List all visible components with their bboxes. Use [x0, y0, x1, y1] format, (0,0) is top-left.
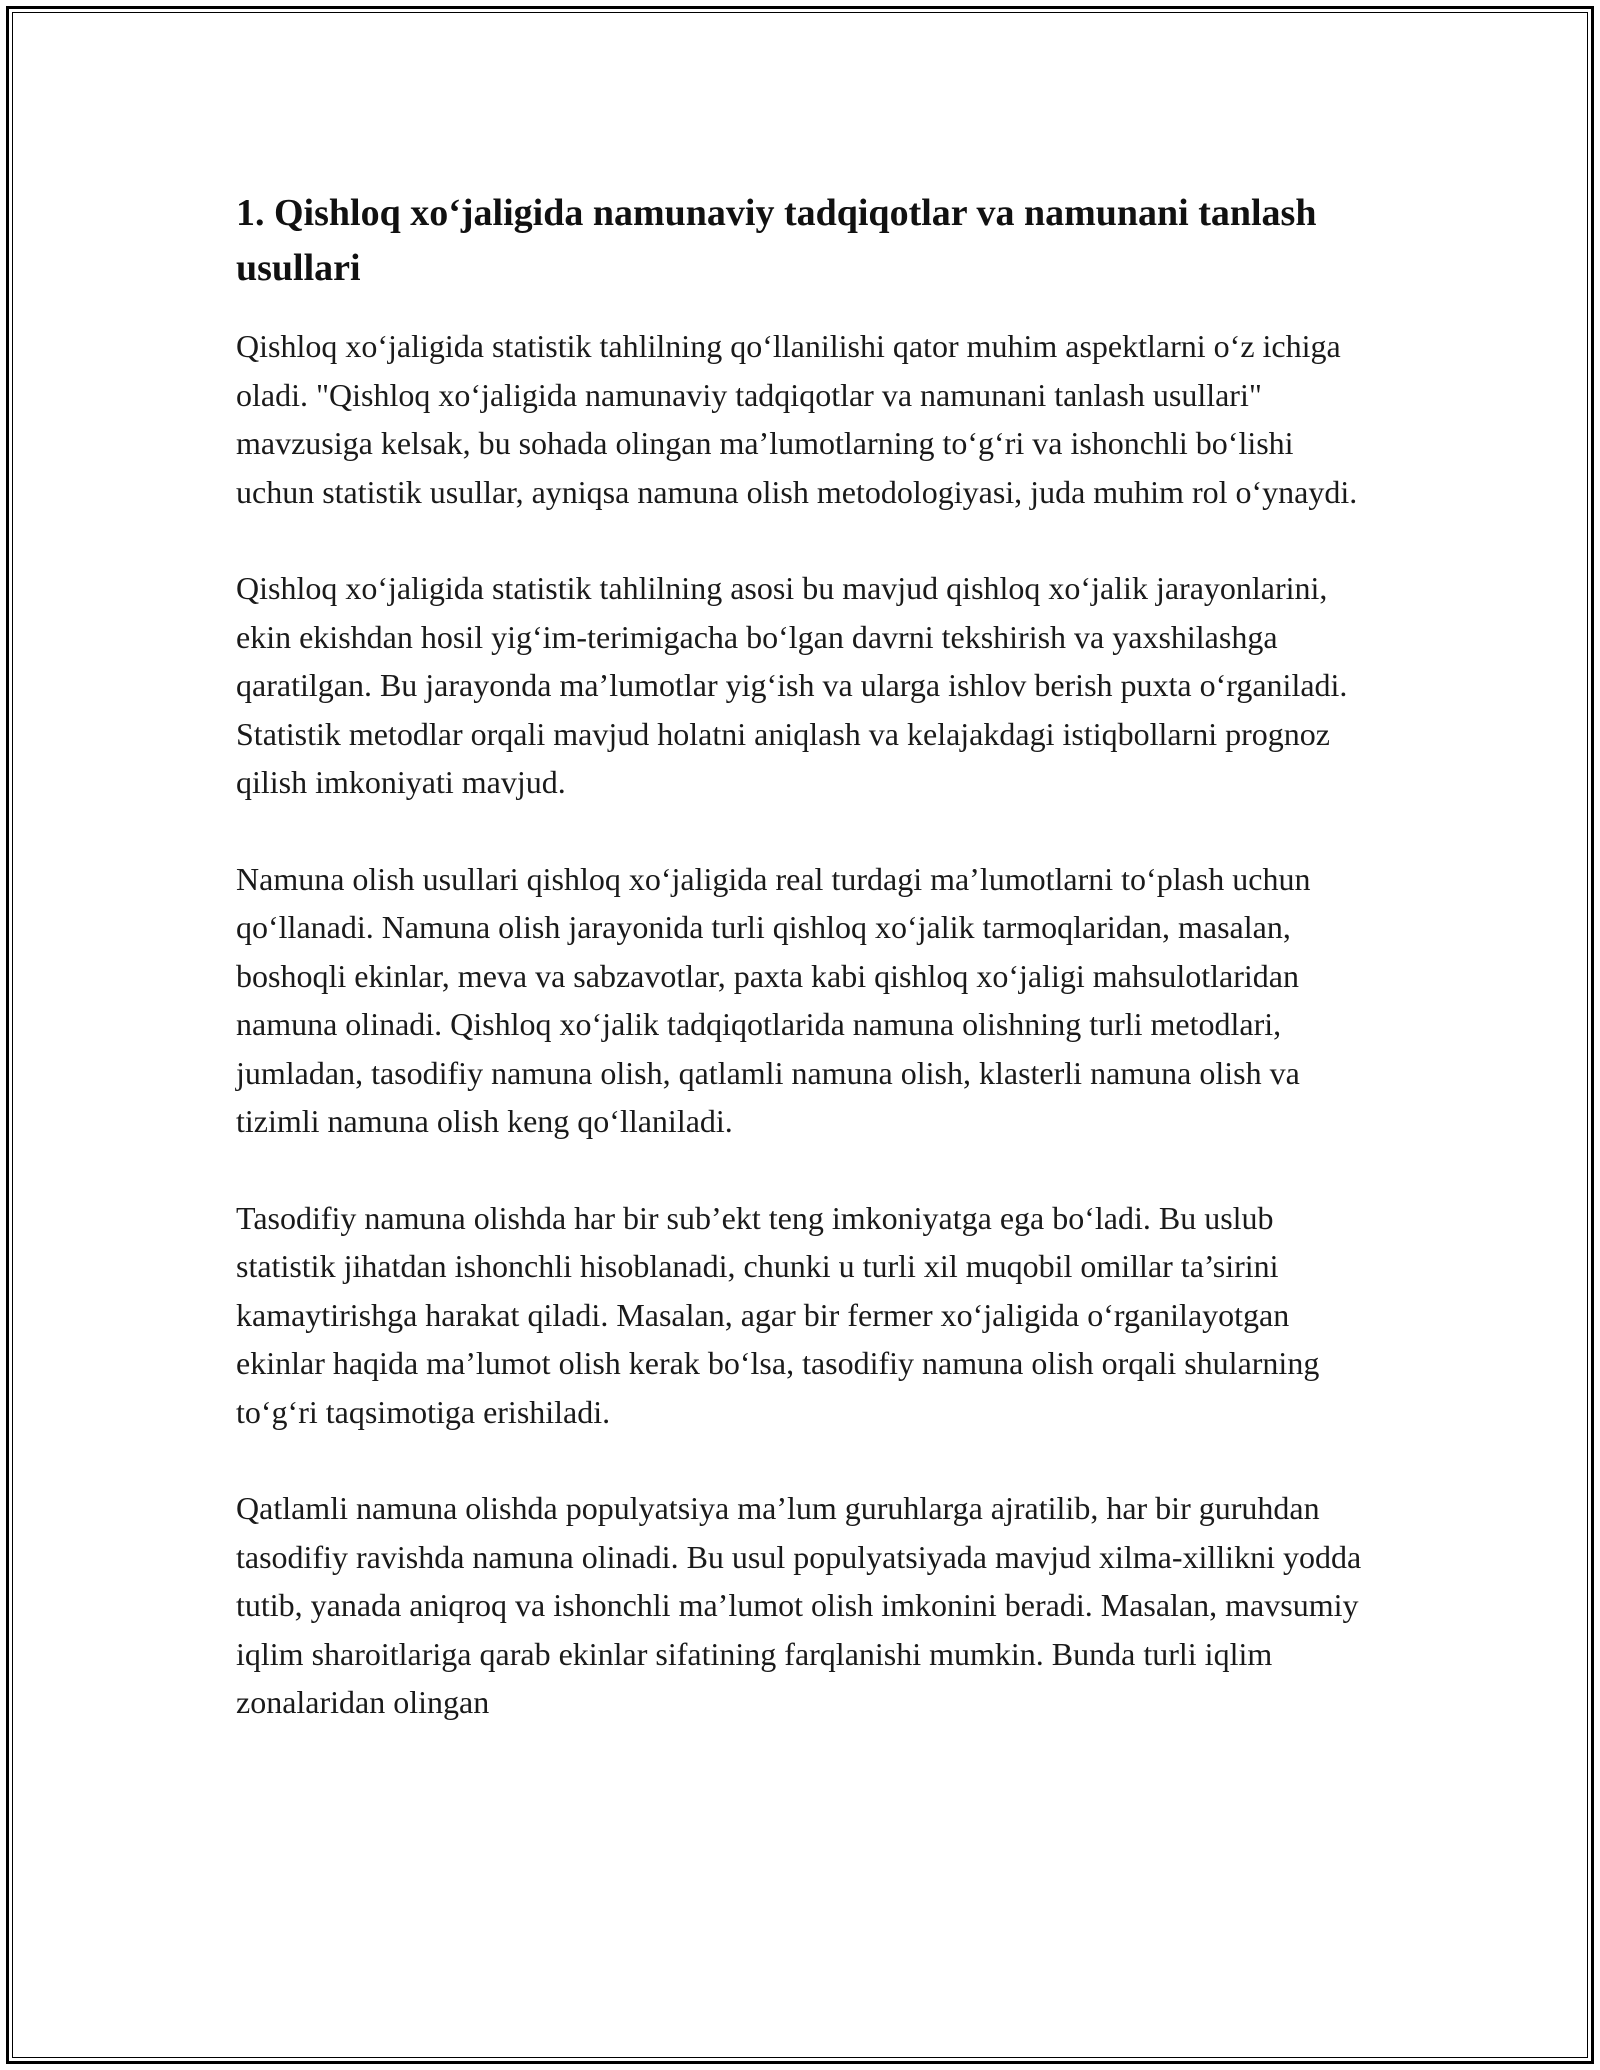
paragraph-4: Tasodifiy namuna olishda har bir sub’ekt teng imkoniyatga ega bo‘ladi. Bu uslub statistik jihatdan ishonchli hisoblanadi, chunki u turli xil muqobil omillar ta’sirini kamaytirishga harakat qiladi. Masalan, agar bir fermer xo‘jaligida o‘rganilayotgan ekinlar haqida ma’lumot olish kerak bo‘lsa, tasodifiy namuna olish orqali shularning to‘g‘ri taqsimotiga erishiladi. [236, 1199, 1320, 1430]
paragraph-5: Qatlamli namuna olishda populyatsiya ma’lum guruhlarga ajratilib, har bir guruhdan tasodifiy ravishda namuna olinadi. Bu usul populyatsiyada mavjud xilma-xillikni yodda tutib, yanada aniqroq va ishonchli ma’lumot olish imkonini beradi. Masalan, mavsumiy iqlim sharoitlariga qarab ekinlar sifatining farqlanishi mumkin. Bunda turli iqlim zonalaridan olingan [236, 1490, 1362, 1720]
paragraph-3: Namuna olish usullari qishloq xo‘jaligida real turdagi ma’lumotlarni to‘plash uchun qo‘llanadi. Namuna olish jarayonida turli qishloq xo‘jalik tarmoqlaridan, masalan, boshoqli ekinlar, meva va sabzavotlar, paxta kabi qishloq xo‘jaligi mahsulotlaridan namuna olinadi. Qishloq xo‘jalik tadqiqotlarida namuna olishning turli metodlari, jumladan, tasodifiy namuna olish, qatlamli namuna olish, klasterli namuna olish va tizimli namuna olish keng qo‘llaniladi. [236, 860, 1311, 1139]
paragraph-2: Qishloq xo‘jaligida statistik tahlilning asosi bu mavjud qishloq xo‘jalik jarayonlarini, ekin ekishdan hosil yig‘im-terimigacha bo‘lgan davrni tekshirish va yaxshilashga qaratilgan. Bu jarayonda ma’lumotlar yig‘ish va ularga ishlov berish puxta o‘rganiladi. Statistik metodlar orqali mavjud holatni aniqlash va kelajakdagi istiqbollarni prognoz qilish imkoniyati mavjud. [236, 570, 1348, 800]
paragraph-1: Qishloq xo‘jaligida statistik tahlilning qo‘llanilishi qator muhim aspektlarni o‘z ichiga oladi. "Qishloq xo‘jaligida namunaviy tadqiqotlar va namunani tanlash usullari" mavzusiga kelsak, bu sohada olingan ma’lumotlarning to‘g‘ri va ishonchli bo‘lishi uchun statistik usullar, ayniqsa namuna olish metodologiyasi, juda muhim rol o‘ynaydi. [236, 328, 1358, 510]
document-body [236, 186, 1366, 1775]
section-heading: 1. Qishloq xo‘jaligida namunaviy tadqiqotlar va namunani tanlash usullari [236, 192, 1317, 289]
